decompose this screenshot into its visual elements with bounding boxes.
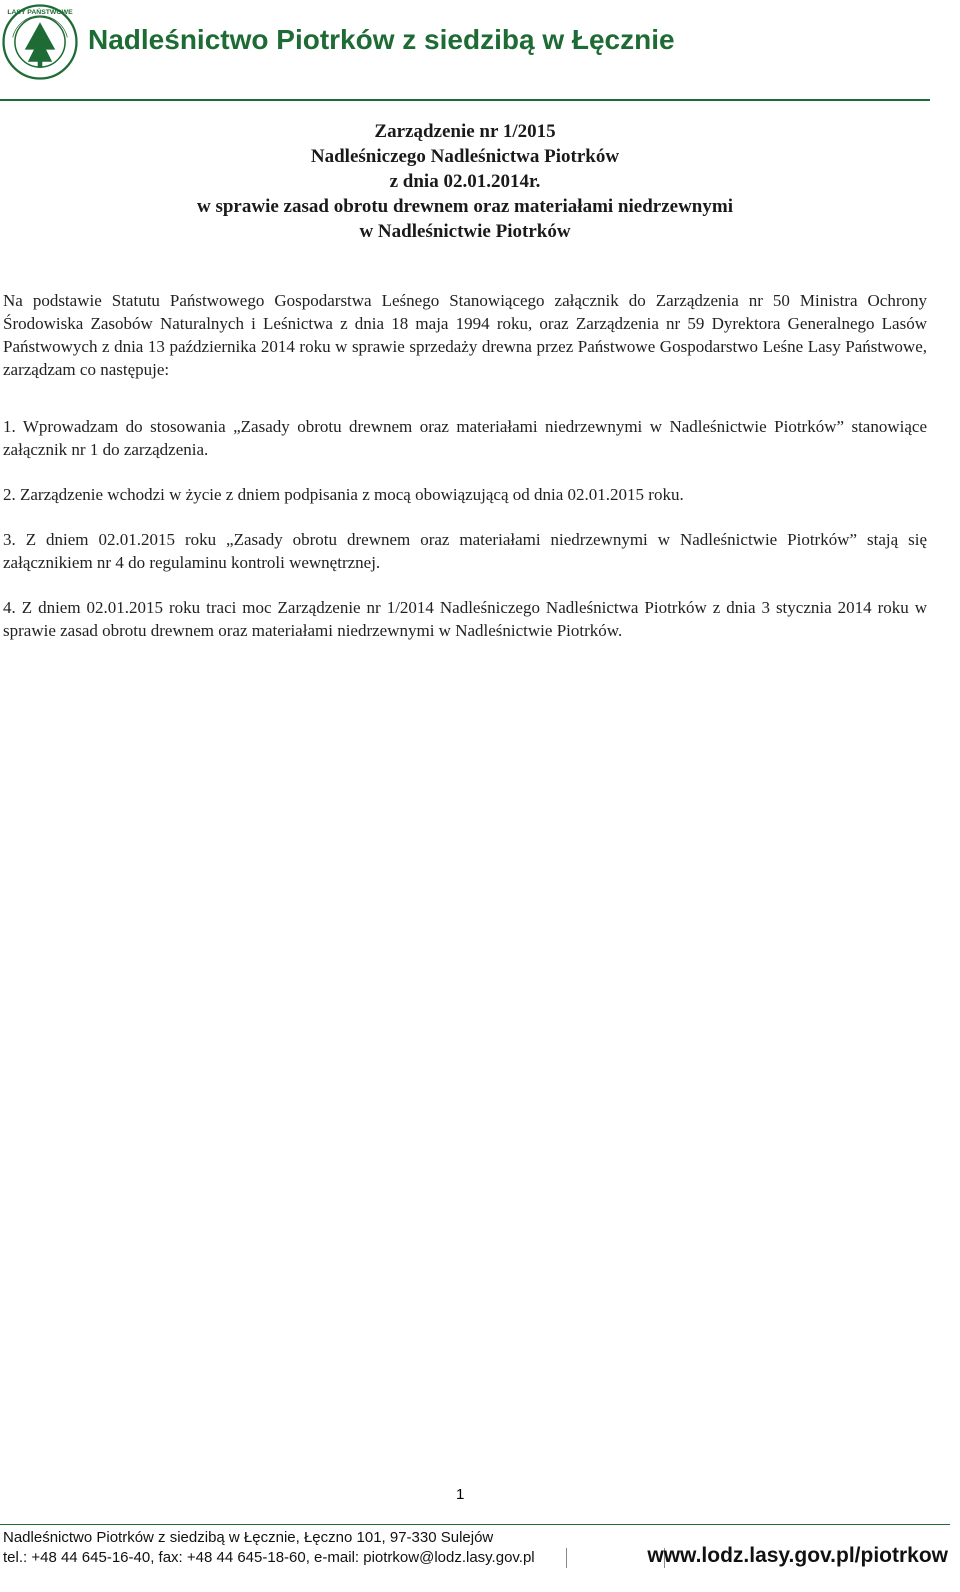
lasy-panstwowe-logo-icon xyxy=(2,4,78,80)
title-line-5: w Nadleśnictwie Piotrków xyxy=(359,221,571,242)
page-footer xyxy=(0,1524,960,1592)
intro-paragraph: Na podstawie Statutu Państwowego Gospodarstwa Leśnego Stanowiącego załącznik do Zarządzenia nr 50 Ministra Ochrony Środowiska Zasobów Naturalnych i Leśnictwa z dnia 18 maja 1994 roku, oraz Zarządzenia nr 59 Dyrektora Generalnego Lasów Państwowych z dnia 13 października 2014 roku w sprawie sprzedaży drewna przez Państwowe Gospodarstwo Leśne Lasy Państwowe, zarządzam co następuje: xyxy=(3,291,927,379)
footer-separator xyxy=(566,1548,567,1568)
title-line-3: z dnia 02.01.2014r. xyxy=(389,171,541,192)
header-divider xyxy=(0,99,930,101)
footer-website-link[interactable]: www.lodz.lasy.gov.pl/piotrkow xyxy=(647,1544,948,1567)
paragraph-3: 3. Z dniem 02.01.2015 roku „Zasady obrotu drewnem oraz materiałami niedrzewnymi w Nadleśnictwie Piotrków” stają się załącznikiem nr 4 do regulaminu kontroli wewnętrznej. xyxy=(3,530,927,572)
title-line-1: Zarządzenie nr 1/2015 xyxy=(374,121,556,142)
footer-contact: tel.: +48 44 645-16-40, fax: +48 44 645-18-60, e-mail: piotrkow@lodz.lasy.gov.pl xyxy=(3,1549,535,1566)
footer-divider xyxy=(0,1524,950,1525)
footer-address: Nadleśnictwo Piotrków z siedzibą w Łęcznie, Łęczno 101, 97-330 Sulejów xyxy=(3,1529,494,1546)
paragraph-4: 4. Z dniem 02.01.2015 roku traci moc Zarządzenie nr 1/2014 Nadleśniczego Nadleśnictwa Piotrków z dnia 3 stycznia 2014 roku w sprawie zasad obrotu drewnem oraz materiałami niedrzewnymi w Nadleśnictwie Piotrków. xyxy=(3,598,927,640)
paragraph-2: 2. Zarządzenie wchodzi w życie z dniem podpisania z mocą obowiązującą od dnia 02.01.2015 roku. xyxy=(3,485,684,504)
title-line-2: Nadleśniczego Nadleśnictwa Piotrków xyxy=(310,146,620,167)
organization-title: Nadleśnictwo Piotrków z siedzibą w Łęcznie xyxy=(88,24,675,55)
page-header xyxy=(0,0,960,104)
page-number: 1 xyxy=(456,1486,465,1503)
title-line-4: w sprawie zasad obrotu drewnem oraz materiałami niedrzewnymi xyxy=(197,196,733,217)
svg-text:LASY PAŃSTWOWE: LASY PAŃSTWOWE xyxy=(7,8,73,16)
paragraph-1: 1. Wprowadzam do stosowania „Zasady obrotu drewnem oraz materiałami niedrzewnymi w Nadleśnictwie Piotrków” stanowiące załącznik nr 1 do zarządzenia. xyxy=(3,417,927,459)
document-title xyxy=(0,119,930,244)
document-body xyxy=(3,289,927,664)
